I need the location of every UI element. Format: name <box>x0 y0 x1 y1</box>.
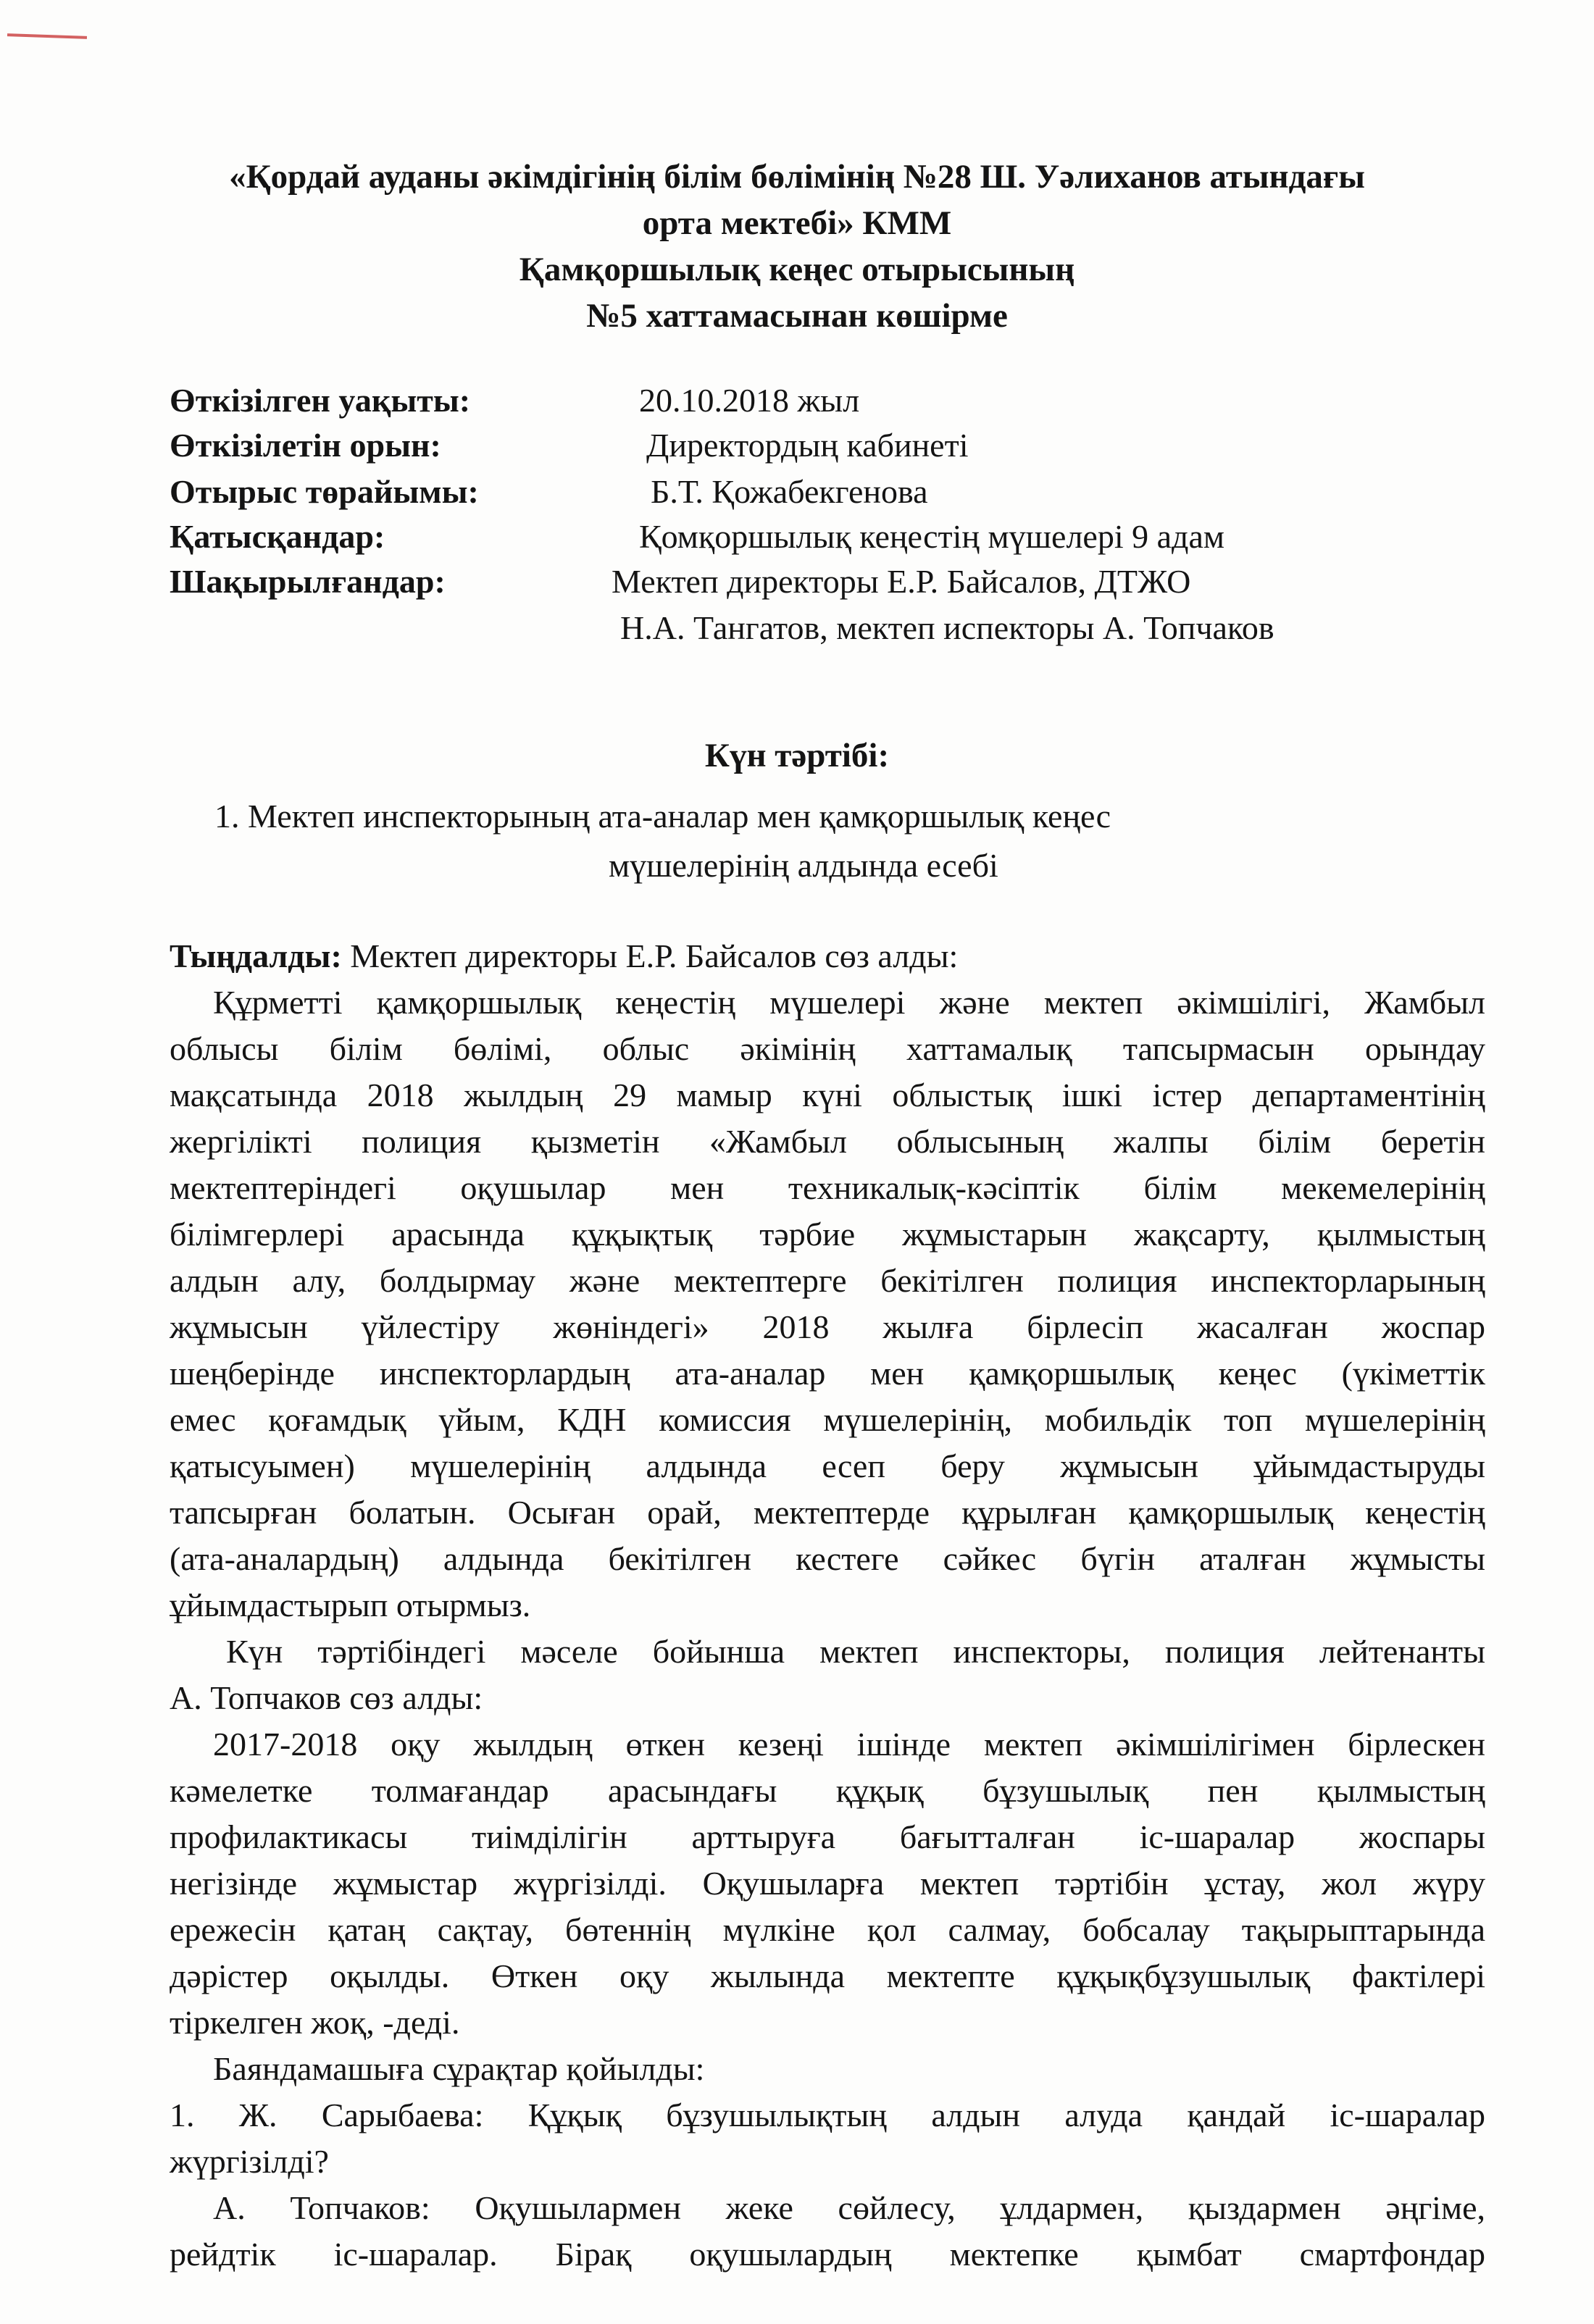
agenda-item-1: 1. Мектеп инспекторының ата-аналар мен қамқоршылық кеңес <box>214 798 1111 835</box>
paragraph-1-line: жергілікті полиция қызметін «Жамбыл облысының жалпы білім беретін <box>170 1123 1485 1160</box>
paragraph-3-line: ережесін қатаң сақтау, бөтеннің мүлкіне қол салмау, бобсалау тақырыптарында <box>170 1911 1485 1948</box>
agenda-title: Күн тәртібі: <box>704 737 890 774</box>
paragraph-1-line: жұмысын үйлестіру жөніндегі» 2018 жылға бірлесіп жасалған жоспар <box>170 1308 1485 1345</box>
answer-1-line: рейдтік іс-шаралар. Бірақ оқушылардың мектепке қымбат смартфондар <box>170 2236 1485 2273</box>
meeting-attendees-label: Қатысқандар: <box>170 518 385 555</box>
paragraph-1-line: (ата-аналардың) алдында бекітілген кестеге сәйкес бүгін аталған жұмысты <box>170 1540 1485 1577</box>
paragraph-2-line: Күн тәртібіндегі мәселе бойынша мектеп инспекторы, полиция лейтенанты <box>226 1633 1485 1670</box>
meeting-time-label: Өткізілген уақыты: <box>170 382 471 419</box>
agenda-item-1-continued: мүшелерінің алдында есебі <box>609 847 998 884</box>
pen-mark <box>7 33 87 39</box>
meeting-invited-value-1: Мектеп директоры Е.Р. Байсалов, ДТЖО <box>612 563 1191 600</box>
paragraph-1-line: тапсырған болатын. Осыған орай, мектептерде құрылған қамқоршылық кеңестің <box>170 1494 1485 1531</box>
paragraph-3-line: профилактикасы тиімділігін арттыруға бағытталған іс-шаралар жоспары <box>170 1818 1485 1855</box>
heading-line-1: «Қордай ауданы әкімдігінің білім бөлімінің №28 Ш. Уәлиханов атындағы <box>229 158 1365 196</box>
paragraph-3-line: дәрістер оқылды. Өткен оқу жылында мектепте құқықбұзушылық фактілері <box>170 1957 1485 1994</box>
meeting-invited-value-2: Н.А. Тангатов, мектеп испекторы А. Топчаков <box>620 609 1274 646</box>
heading-line-4: №5 хаттамасынан көшірме <box>586 297 1008 335</box>
paragraph-3-line: 2017-2018 оқу жылдың өткен кезеңі ішінде мектеп әкімшілігімен бірлескен <box>213 1726 1485 1763</box>
meeting-attendees-value: Қомқоршылық кеңестің мүшелері 9 адам <box>639 518 1224 555</box>
meeting-chair-value: Б.Т. Қожабекгенова <box>651 473 928 510</box>
paragraph-3-line: негізінде жұмыстар жүргізілді. Оқушыларға мектеп тәртібін ұстау, жол жүру <box>170 1865 1485 1902</box>
paragraph-1-line: мектептеріндегі оқушылар мен техникалық-кәсіптік білім мекемелерінің <box>170 1169 1485 1206</box>
meeting-place-value: Директордың кабинеті <box>646 427 969 464</box>
paragraph-2-line: А. Топчаков сөз алды: <box>170 1679 483 1716</box>
meeting-invited-label: Шақырылғандар: <box>170 563 446 600</box>
paragraph-1-line: облысы білім бөлімі, облыс әкімінің хаттамалық тапсырмасын орындау <box>170 1030 1485 1067</box>
heard-label: Тыңдалды: <box>170 937 342 974</box>
meeting-place-label: Өткізілетін орын: <box>170 427 441 464</box>
question-1-line: 1. Ж. Сарыбаева: Құқық бұзушылықтың алдын алуда қандай іс-шаралар <box>170 2097 1485 2133</box>
answer-1-line: А. Топчаков: Оқушылармен жеке сөйлесу, ұлдармен, қыздармен әңгіме, <box>213 2189 1485 2226</box>
protocol-body <box>170 933 1485 2278</box>
questions-intro: Баяндамашыға сұрақтар қойылды: <box>213 2050 705 2087</box>
paragraph-1-line: алдын алу, болдырмау және мектептерге бекітілген полиция инспекторларының <box>170 1262 1485 1299</box>
paragraph-1-line: шеңберінде инспекторлардың ата-аналар мен қамқоршылық кеңес (үкіметтік <box>170 1355 1485 1392</box>
meeting-time-value: 20.10.2018 жыл <box>639 382 860 419</box>
heard-line <box>170 933 1485 979</box>
question-1-line: жүргізілді? <box>170 2143 329 2180</box>
paragraph-3-line: кәмелетке толмағандар арасындағы құқық бұзушылық пен қылмыстың <box>170 1772 1485 1809</box>
meeting-chair-label: Отырыс төрайымы: <box>170 473 479 510</box>
paragraph-1-line: емес қоғамдық үйым, КДН комиссия мүшелерінің, мобильдік топ мүшелерінің <box>170 1401 1485 1438</box>
paragraph-1-line: ұйымдастырып отырмыз. <box>170 1587 531 1623</box>
paragraph-1-line: Құрметті қамқоршылық кеңестің мүшелері және мектеп әкімшілігі, Жамбыл <box>213 984 1485 1021</box>
heading-line-2: орта мектебі» КММ <box>642 204 952 242</box>
heard-text: Мектеп директоры Е.Р. Байсалов сөз алды: <box>341 937 959 974</box>
paragraph-1-line: қатысуымен) мүшелерінің алдында есеп беру жұмысын ұйымдастыруды <box>170 1447 1485 1484</box>
paragraph-3-line: тіркелген жоқ, -деді. <box>170 2004 460 2041</box>
document-heading <box>109 154 1485 339</box>
heading-line-3: Қамқоршылық кеңес отырысының <box>519 251 1075 288</box>
paragraph-1-line: мақсатында 2018 жылдың 29 мамыр күні облыстық ішкі істер департаментінің <box>170 1077 1485 1113</box>
paragraph-1-line: білімгерлері арасында құқықтық тәрбие жұмыстарын жақсарту, қылмыстың <box>170 1216 1485 1253</box>
